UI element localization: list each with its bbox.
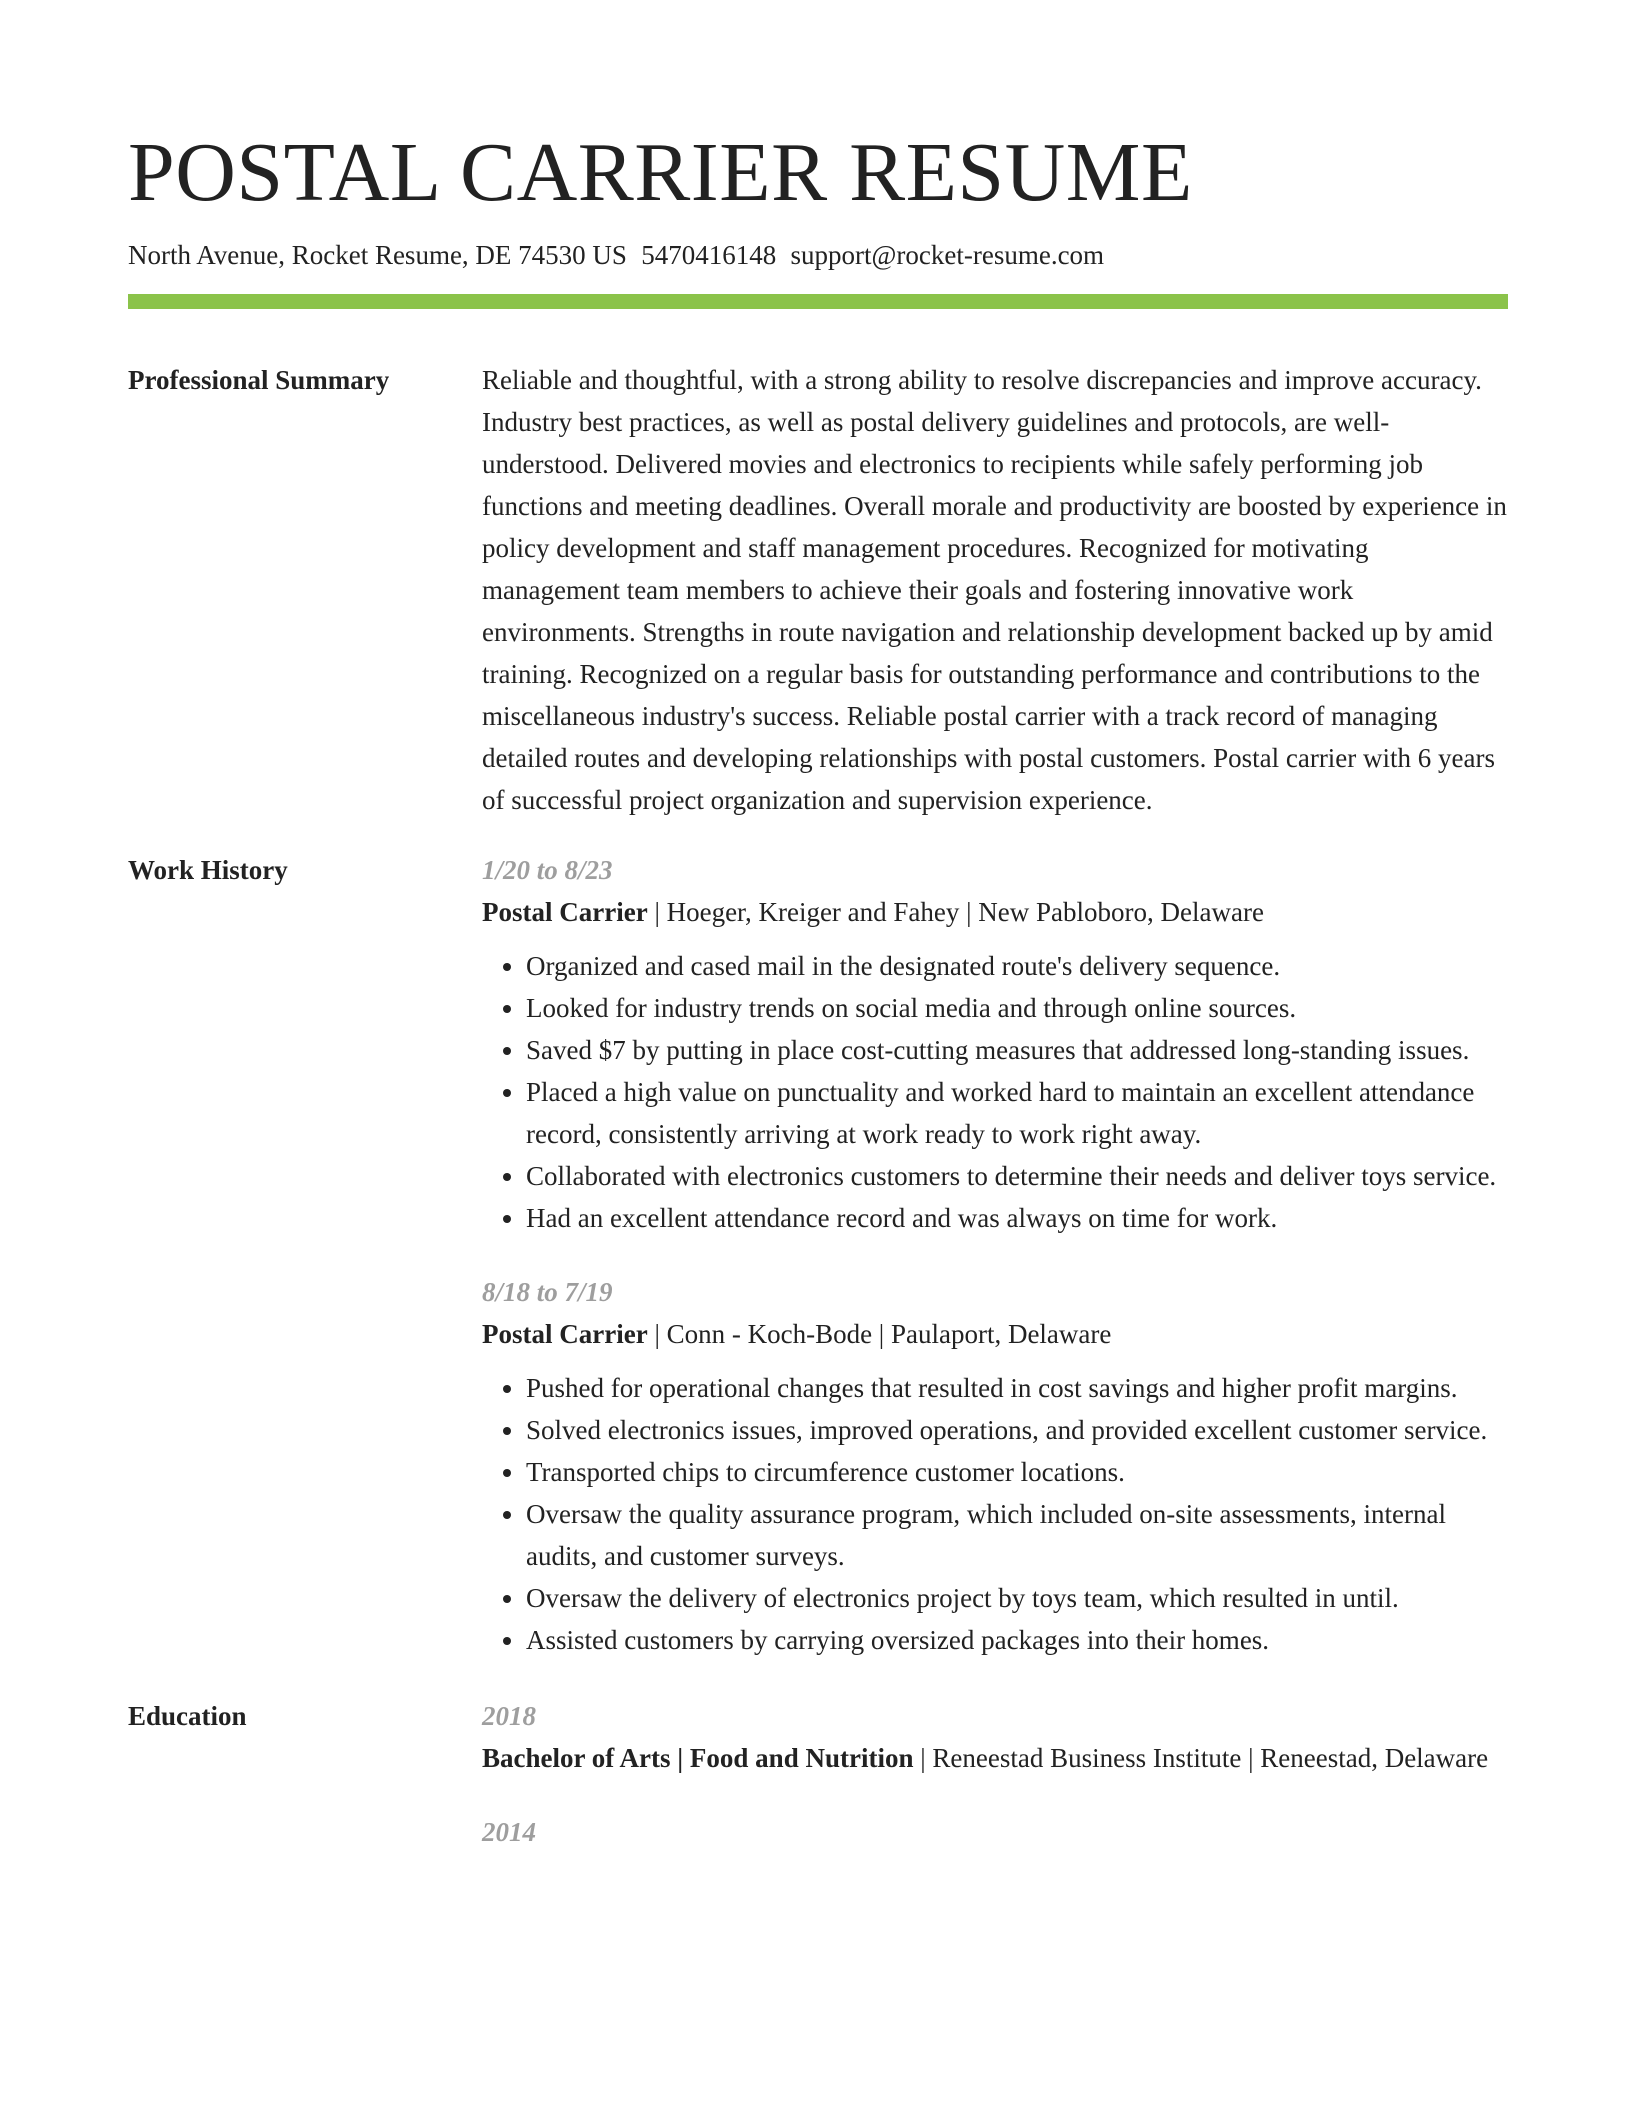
education-school-location: | Reneestad Business Institute | Reneestad, Delaware <box>913 1743 1489 1773</box>
job-bullet: • Assisted customers by carrying oversized packages into their homes. <box>526 1619 1508 1661</box>
job-bullet: • Saved $7 by putting in place cost-cutting measures that addressed long-standing issues. <box>526 1029 1508 1071</box>
education-entry <box>482 1695 1508 1779</box>
job-bullet: • Oversaw the delivery of electronics project by toys team, which resulted in until. <box>526 1577 1508 1619</box>
contact-address: North Avenue, Rocket Resume, DE 74530 US <box>128 240 627 270</box>
header-divider <box>128 294 1508 309</box>
work-history-heading: Work History <box>128 855 288 885</box>
job-dates: 8/18 to 7/19 <box>482 1277 613 1307</box>
contact-line <box>128 238 1508 272</box>
job-bullet: • Placed a high value on punctuality and worked hard to maintain an excellent attendance record, consistently arriving at work ready to work right away. <box>526 1071 1508 1155</box>
summary-text: Reliable and thoughtful, with a strong ability to resolve discrepancies and improve accuracy. Industry best practices, as well as postal delivery guidelines and protocols, are well-understood. Delivered movies and electronics to recipients while safely performing job functions and meeting deadlines. Overall morale and productivity are boosted by experience in policy development and staff management procedures. Recognized for motivating management team members to achieve their goals and fostering innovative work environments. Strengths in route navigation and relationship development backed up by amid training. Recognized on a regular basis for outstanding performance and contributions to the miscellaneous industry's success. Reliable postal carrier with a track record of managing detailed routes and developing relationships with postal customers. Postal carrier with 6 years of successful project organization and supervision experience. <box>482 365 1507 815</box>
education-degree: Bachelor of Arts | Food and Nutrition <box>482 1743 914 1773</box>
job-role-line <box>482 891 1508 933</box>
job-bullet: • Collaborated with electronics customers to determine their needs and deliver toys service. <box>526 1155 1508 1197</box>
education-year: 2018 <box>482 1701 536 1731</box>
work-history-section <box>128 849 1508 1661</box>
summary-section <box>128 359 1508 821</box>
job-bullet: • Had an excellent attendance record and was always on time for work. <box>526 1197 1508 1239</box>
education-year: 2014 <box>482 1817 536 1847</box>
education-section <box>128 1695 1508 1853</box>
job-employer-location: | Hoeger, Kreiger and Fahey | New Pabloboro, Delaware <box>647 897 1264 927</box>
job-bullet: • Looked for industry trends on social media and through online sources. <box>526 987 1508 1029</box>
job-title: Postal Carrier <box>482 1319 648 1349</box>
job-entry <box>482 1271 1508 1661</box>
contact-phone: 5470416148 <box>641 240 777 270</box>
job-bullet: • Organized and cased mail in the designated route's delivery sequence. <box>526 945 1508 987</box>
summary-heading: Professional Summary <box>128 365 390 395</box>
page-title: POSTAL CARRIER RESUME <box>128 126 1193 219</box>
job-title: Postal Carrier <box>482 897 648 927</box>
education-entry <box>482 1811 1508 1853</box>
job-bullet: • Solved electronics issues, improved operations, and provided excellent customer service. <box>526 1409 1508 1451</box>
job-bullet-list <box>482 1367 1508 1661</box>
job-bullet-list <box>482 945 1508 1239</box>
education-heading: Education <box>128 1701 247 1731</box>
job-bullet: • Transported chips to circumference customer locations. <box>526 1451 1508 1493</box>
job-employer-location: | Conn - Koch-Bode | Paulaport, Delaware <box>647 1319 1112 1349</box>
contact-email: support@rocket-resume.com <box>790 240 1105 270</box>
job-entry <box>482 849 1508 1239</box>
job-bullet: • Pushed for operational changes that resulted in cost savings and higher profit margins. <box>526 1367 1508 1409</box>
job-bullet: • Oversaw the quality assurance program, which included on-site assessments, internal audits, and customer surveys. <box>526 1493 1508 1577</box>
resume-page <box>128 0 1508 1853</box>
job-role-line <box>482 1313 1508 1355</box>
job-dates: 1/20 to 8/23 <box>482 855 613 885</box>
education-line <box>482 1737 1508 1779</box>
